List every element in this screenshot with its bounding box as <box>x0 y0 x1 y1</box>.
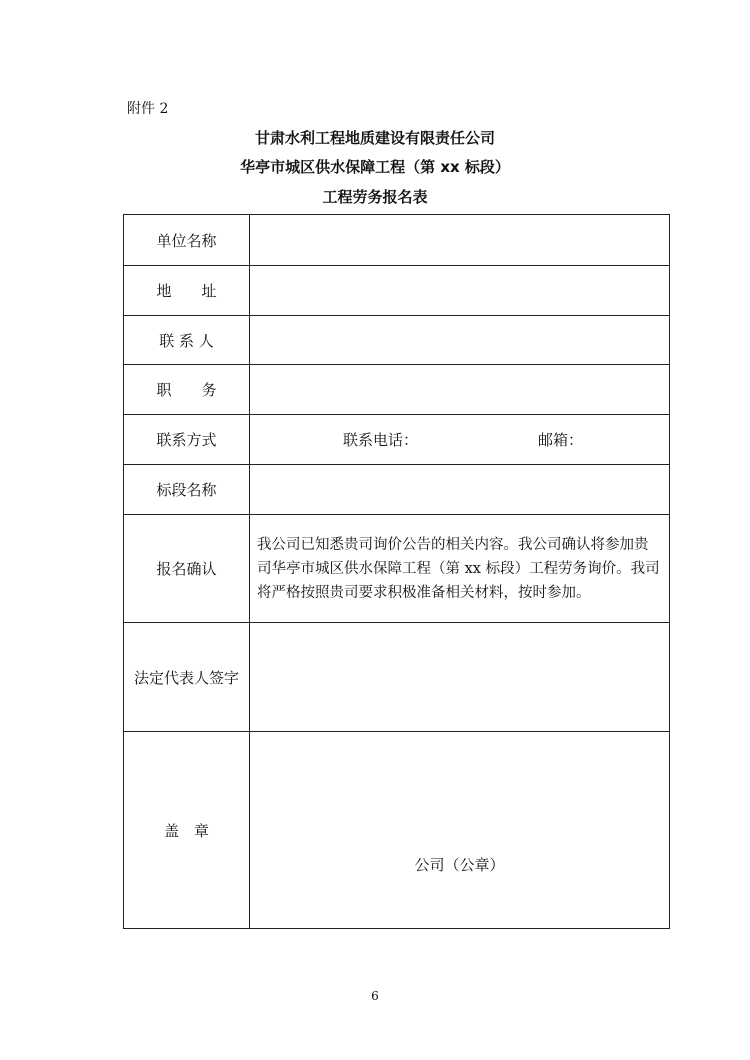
legal-rep-signature-field[interactable] <box>250 623 670 732</box>
row-legal-rep <box>124 623 670 732</box>
seal-field[interactable] <box>250 732 670 929</box>
confirm-text: 我公司已知悉贵司询价公告的相关内容。我公司确认将参加贵司华亭市城区供水保障工程（第 xx 标段）工程劳务询价。我司将严格按照贵司要求积极准备相关材料，按时参加。 <box>257 536 660 601</box>
row-section-name <box>124 465 670 515</box>
project-title: 华亭市城区供水保障工程（第 xx 标段） <box>240 158 510 176</box>
row-contact-method <box>124 415 670 465</box>
email-label: 邮箱： <box>538 431 584 449</box>
unit-name-field[interactable] <box>250 215 670 266</box>
company-seal-text: 公司（公章） <box>414 856 505 874</box>
row-unit-name <box>124 215 670 266</box>
row-contact-person <box>124 316 670 365</box>
legal-rep-label: 法定代表人签字 <box>124 623 250 732</box>
row-seal <box>124 732 670 929</box>
row-address <box>124 266 670 316</box>
address-label: 地 址 <box>124 266 250 316</box>
form-title: 工程劳务报名表 <box>322 188 428 206</box>
section-name-label: 标段名称 <box>124 465 250 515</box>
registration-form-table <box>123 214 670 929</box>
attachment-label: 附件 2 <box>127 101 169 117</box>
seal-label: 盖 章 <box>124 732 250 929</box>
row-position <box>124 365 670 415</box>
company-title: 甘肃水利工程地质建设有限责任公司 <box>254 129 495 147</box>
row-confirm <box>124 515 670 623</box>
contact-person-label: 联 系 人 <box>124 316 250 365</box>
position-field[interactable] <box>250 365 670 415</box>
phone-label: 联系电话： <box>343 431 419 449</box>
unit-name-label: 单位名称 <box>124 215 250 266</box>
section-name-field[interactable] <box>250 465 670 515</box>
contact-method-label: 联系方式 <box>124 415 250 465</box>
address-field[interactable] <box>250 266 670 316</box>
confirm-cell <box>250 515 670 623</box>
page-number: 6 <box>371 989 379 1003</box>
contact-method-field[interactable] <box>250 415 670 465</box>
contact-person-field[interactable] <box>250 316 670 365</box>
position-label: 职 务 <box>124 365 250 415</box>
confirm-label: 报名确认 <box>124 515 250 623</box>
